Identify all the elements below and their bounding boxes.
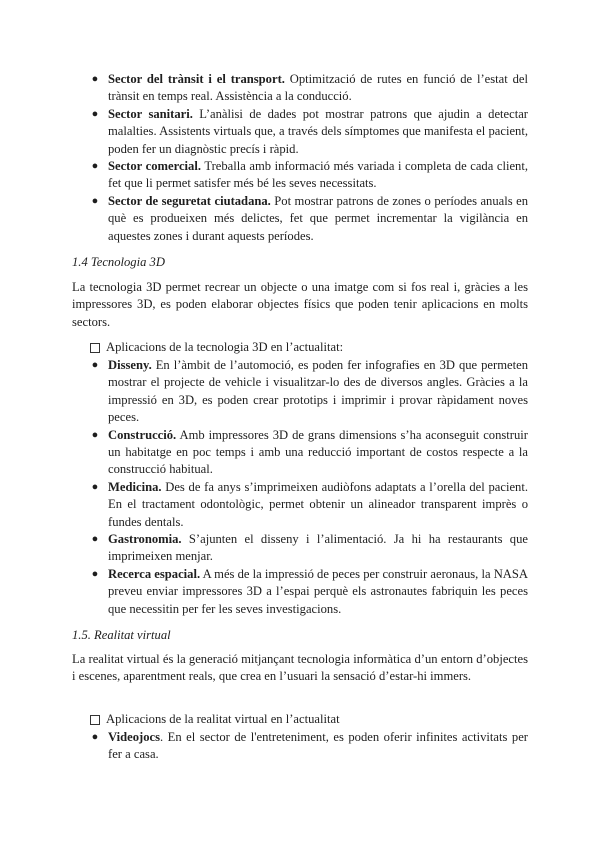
checkbox-icon [90, 343, 100, 353]
item-text: . En el sector de l'entreteniment, es poden oferir infinites activitats per fer a casa. [108, 730, 528, 762]
list-item [72, 106, 528, 158]
bullet-icon: ● [91, 731, 99, 743]
list-item [72, 357, 528, 427]
3d-applications-list [72, 357, 528, 618]
sector-list [72, 71, 528, 245]
intro-paragraph-3d: La tecnologia 3D permet recrear un objecte o una imatge com si fos real i, gràcies a les impressores 3D, es poden elaborar objectes físics que poden tenir aplicacions en molts sectors. [72, 280, 528, 329]
section-heading-vr: 1.5. Realitat virtual [72, 628, 171, 642]
item-text: Des de fa anys s’imprimeixen audiòfons adaptats a l’orella del pacient. En el tractament odontològic, permet obtenir un alineador transparent imprès o fundes dentals. [108, 479, 528, 529]
item-title: Disseny. [108, 358, 152, 372]
checklist-item-vr [90, 711, 340, 728]
bullet-icon: ● [91, 480, 99, 493]
item-title: Recerca espacial. [108, 566, 201, 581]
checkbox-icon [90, 715, 100, 725]
checklist-item-3d [90, 339, 343, 356]
vr-applications-list [72, 729, 528, 764]
bullet-icon: ● [91, 73, 99, 85]
checklist-label: Aplicacions de la realitat virtual en l’actualitat [106, 712, 340, 726]
list-item [72, 729, 528, 764]
bullet-icon: ● [91, 533, 99, 546]
item-text: Amb impressores 3D de grans dimensions s’ha aconseguit construir un habitatge en poc temps i amb una reducció important de costos respecte a la construcció habitual. [108, 427, 528, 477]
section-heading-3d: 1.4 Tecnologia 3D [72, 255, 165, 269]
list-item [72, 193, 528, 245]
item-text: En l’àmbit de l’automoció, es poden fer infografies en 3D que permeten mostrar el projecte de vehicle i visualitzar-lo des de diversos angles. Gràcies a la impressió en 3D, es poden crear prototips i imprimir i provar ràpidament noves peces. [108, 358, 528, 425]
item-title: Medicina. [108, 479, 162, 494]
item-title: Gastronomia. [108, 532, 182, 547]
bullet-icon: ● [91, 107, 99, 120]
intro-paragraph-vr: La realitat virtual és la generació mitjançant tecnologia informàtica d’un entorn d’objectes i escenes, aparentment reals, que crea en l’usuari la sensació d’estar-hi immers. [72, 652, 528, 684]
list-item [72, 566, 528, 618]
list-item [72, 531, 528, 566]
item-title: Sector comercial. [108, 159, 201, 174]
item-title: Sector del trànsit i el transport. [108, 72, 285, 86]
item-title: Construcció. [108, 427, 177, 442]
item-text: S’ajunten el disseny i l’alimentació. Ja hi ha restaurants que imprimeixen menjar. [108, 532, 528, 564]
item-text: Optimització de rutes en funció de l’estat del trànsit en temps real. Assistència a la conducció. [108, 72, 529, 104]
item-text: Treballa amb informació més variada i completa de cada client, fet que li permet satisfer més bé les seves necessitats. [108, 159, 529, 191]
list-item [72, 158, 528, 193]
item-title: Sector sanitari. [108, 106, 193, 121]
bullet-icon: ● [91, 160, 99, 173]
item-text: L’anàlisi de dades pot mostrar patrons que ajudin a detectar malalties. Assistents virtuals que, a través dels símptomes que manifesta el pacient, poden fer un diagnòstic precís i ràpid. [108, 106, 528, 156]
list-item [72, 71, 528, 106]
bullet-icon: ● [91, 359, 99, 371]
item-title: Sector de seguretat ciutadana. [108, 193, 271, 208]
item-title: Videojocs [108, 730, 160, 744]
bullet-icon: ● [91, 194, 99, 207]
list-item [72, 427, 528, 479]
item-text: A més de la impressió de peces per construir aeronaus, la NASA preveu enviar impressores 3D a l’espai perquè els astronautes fabriquin les peces que necessitin per fer les seves investigacions. [108, 566, 528, 616]
bullet-icon: ● [91, 428, 99, 441]
checklist-label: Aplicacions de la tecnologia 3D en l’actualitat: [106, 340, 344, 354]
list-item [72, 479, 528, 531]
bullet-icon: ● [91, 567, 99, 580]
item-text: Pot mostrar patrons de zones o períodes anuals en què es produeixen més delictes, fet que permet incrementar la vigilància en aquestes zones i durant aquests períodes. [108, 193, 528, 243]
